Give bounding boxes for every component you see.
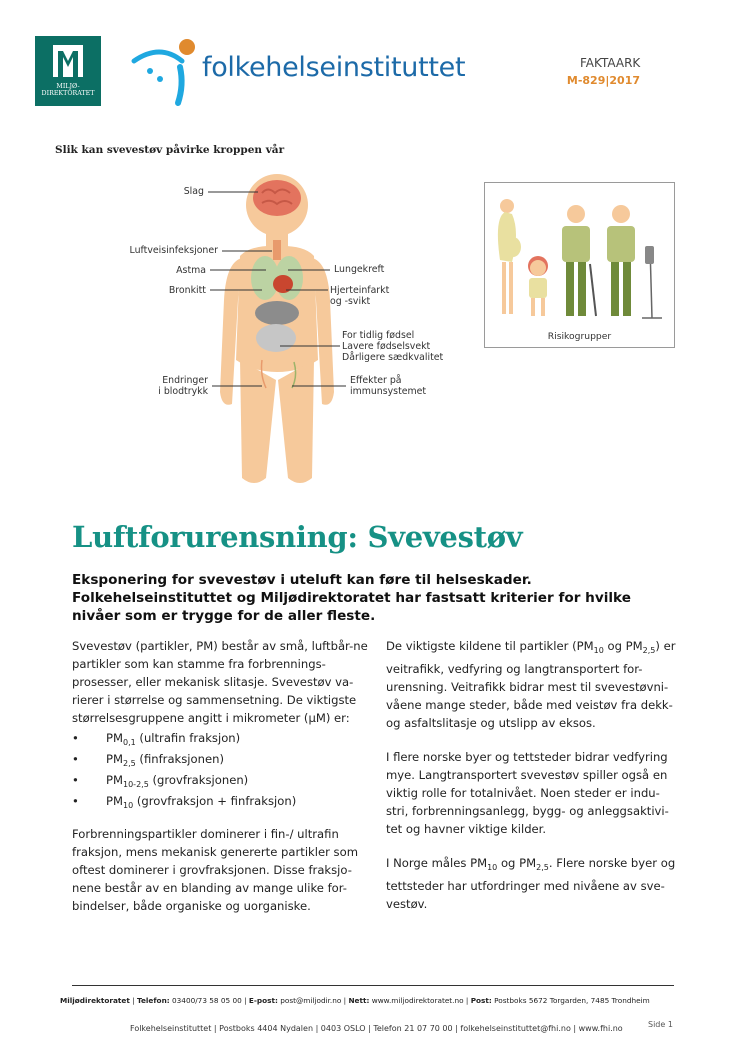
article-lead: Eksponering for svevestøv i uteluft kan føre til helseskader. Folkehelseinstituttet og Miljødirektoratet har fastsatt kriterier for hvilke nivåer som er trygge for de aller fleste. [72, 572, 631, 624]
page-number: Side 1 [648, 1020, 673, 1029]
right-paragraph-3: I Norge måles $PM_{10}$ og $PM_{2,5}$. Flere norske byer og tettsteder har utfordringer med nivåene av sve-vestøv. [386, 856, 676, 911]
left-paragraph-1: Svevestøv (partikler, PM) består av små, luftbår-ne partikler som kan stamme fra forbrennings-prosesser, eller mekanisk slitasje. Svevestøv va-rierer i størrelse og sammensetning. De viktigste størrelsesgruppene angitt i mikrometer (µM) er: [72, 639, 368, 725]
label-endringer: Endringer [162, 375, 208, 386]
label-svikt: og -svikt [330, 296, 371, 307]
right-column [386, 637, 678, 913]
article-title: Luftforurensning: Svevestøv [72, 520, 523, 554]
risk-groups-label: Risikogrupper [547, 331, 612, 342]
label-astma: Astma [176, 265, 206, 276]
list-item: • $PM_{2,5}$ (finfraksjonen) [72, 750, 370, 771]
label-saedkvalitet: Dårligere sædkvalitet [342, 352, 444, 363]
pm-size-list [72, 729, 370, 813]
doc-type: FAKTAARK [580, 56, 641, 70]
left-paragraph-2: Forbrenningspartikler dominerer i fin-/ ultrafin fraksjon, mens mekanisk genererte partikler som oftest dominerer i grovfraksjonen. Disse fraksjo-nene består av en blanding av mange ulike for-bindelser, både organiske og uorganiske. [72, 827, 358, 913]
label-hjerteinfarkt: Hjerteinfarkt [330, 285, 390, 296]
list-item: • $PM_{10}$ (grovfraksjon + finfraksjon) [72, 792, 370, 813]
label-blodtrykk: i blodtrykk [158, 386, 208, 397]
md-logo-line2: DIREKTORATET [41, 90, 95, 97]
label-bronkitt: Bronkitt [168, 285, 206, 296]
fhi-name: folkehelseinstituttet [202, 52, 466, 83]
footer-miljodirektoratet: Miljødirektoratet | Telefon: 03400/73 58 05 00 | E-post: post@miljodir.no | Nett: www.miljodirektoratet.no | Post: Postboks 5672 Torgarden, 7485 Trondheim [60, 996, 650, 1005]
list-item: • $PM_{10-2,5}$ (grovfraksjonen) [72, 771, 370, 792]
label-immunsystemet: immunsystemet [350, 386, 427, 397]
right-paragraph-1: De viktigste kildene til partikler ($PM_{10}$ og $PM_{2,5}$) er veitrafikk, vedfyring og langtransportert for-urensning. Veitrafikk bidrar mest til svevestøvni-våene mange steder, både med veistøv fra dekk- og asfaltslitasje og utslipp av eksos. [386, 639, 676, 730]
right-paragraph-2: I flere norske byer og tettsteder bidrar vedfyring mye. Langtransportert svevestøv spiller også en viktig rolle for totalnivået. Noen steder er indu-stri, forbrenningsanlegg, bygg- og anleggsaktivi-tet og havner viktige kilder. [386, 750, 669, 836]
label-luftveisinfeksjoner: Luftveisinfeksjoner [129, 245, 218, 256]
label-slag: Slag [183, 186, 204, 197]
label-lav-fodselsvekt: Lavere fødselsvekt [342, 341, 431, 352]
left-column [72, 637, 370, 915]
footer-rule [72, 985, 674, 986]
list-item: • $PM_{0,1}$ (ultrafin fraksjon) [72, 729, 370, 750]
label-effekter: Effekter på [350, 375, 402, 386]
figure-title: Slik kan svevestøv påvirke kroppen vår [55, 144, 285, 156]
md-logo-line1: MILJØ- [56, 83, 80, 90]
footer-fhi: Folkehelseinstituttet | Postboks 4404 Nydalen | 0403 OSLO | Telefon 21 07 70 00 | folkehelseinstituttet@fhi.no | www.fhi.no [130, 1024, 623, 1033]
risk-groups-box [484, 182, 675, 348]
label-lungekreft: Lungekreft [334, 264, 385, 275]
label-tidlig-fodsel: For tidlig fødsel [342, 330, 415, 341]
doc-number: M-829|2017 [566, 74, 640, 87]
